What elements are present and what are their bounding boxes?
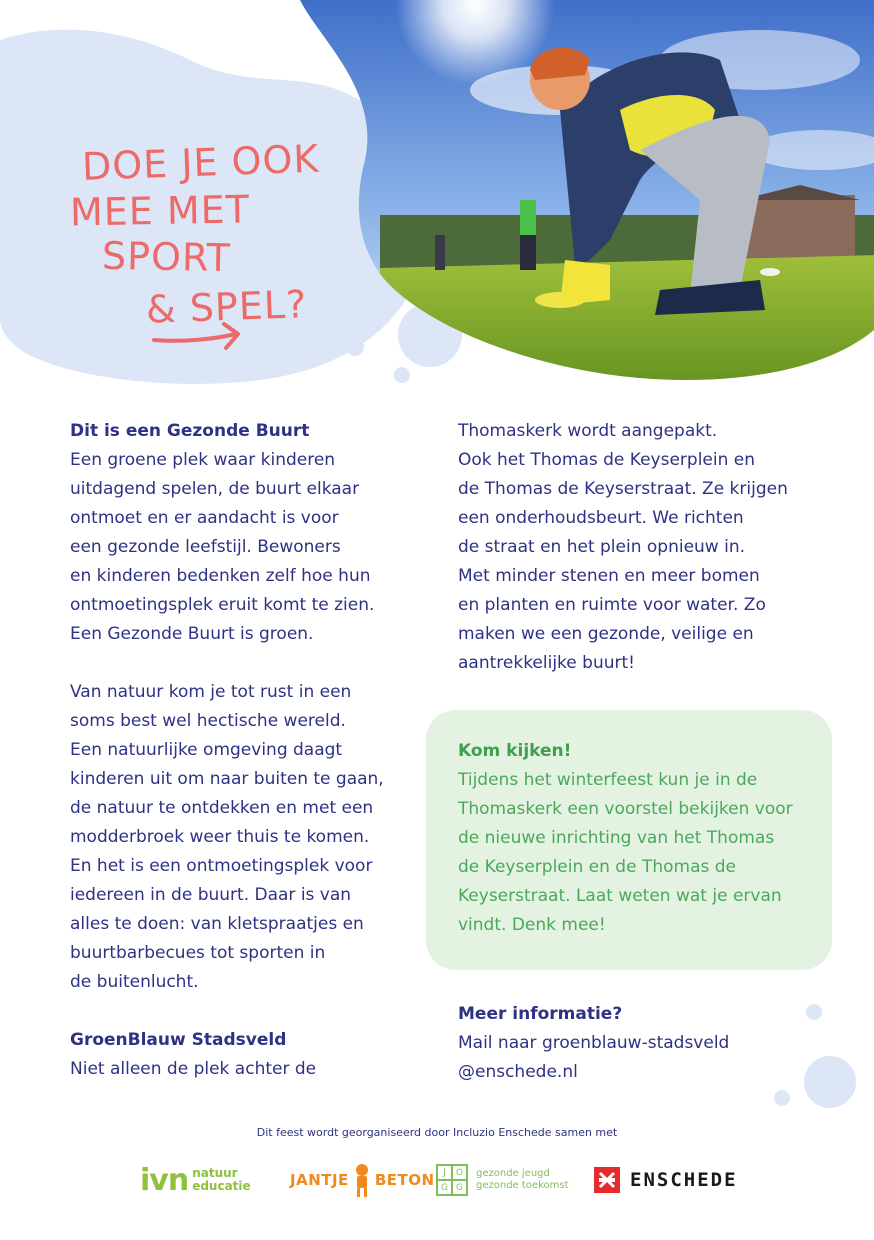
callout-line: vindt. Denk mee! <box>458 915 606 935</box>
ivn-subtitle <box>192 1167 250 1193</box>
text-line: Thomaskerk wordt aangepakt. <box>458 421 718 441</box>
jogg-mark <box>436 1164 468 1196</box>
more-info-heading: Meer informatie? <box>458 1004 623 1024</box>
callout-line: Tijdens het winterfeest kun je in de <box>458 770 758 790</box>
headline <box>70 138 360 330</box>
jogg-line-2: gezonde toekomst <box>476 1180 569 1191</box>
left-column <box>70 417 410 1084</box>
organizers-note: Dit feest wordt georganiseerd door Incluzio Enschede samen met <box>256 1126 618 1139</box>
text-line: En het is een ontmoetingsplek voor <box>70 856 373 876</box>
headline-line-4: & SPEL? <box>145 282 308 332</box>
jantje-text: JANTJE <box>290 1171 349 1189</box>
email-link-part-1[interactable]: Mail naar groenblauw-stadsveld <box>458 1033 730 1053</box>
bubble-small <box>394 367 410 383</box>
jogg-letter: G <box>437 1180 452 1195</box>
headline-line-2: MEE MET <box>69 187 251 235</box>
jogg-logo <box>436 1160 569 1200</box>
text-line: Van natuur kom je tot rust in een <box>70 682 352 702</box>
text-line: alles te doen: van kletspraatjes en <box>70 914 364 934</box>
headline-line-1: DOE JE OOK <box>81 136 321 189</box>
ivn-line-1: natuur <box>192 1166 238 1180</box>
text-line: soms best wel hectische wereld. <box>70 711 346 731</box>
text-line: ontmoetingsplek eruit komt te zien. <box>70 595 375 615</box>
text-line: Niet alleen de plek achter de <box>70 1059 317 1079</box>
text-line: modderbroek weer thuis te komen. <box>70 827 370 847</box>
heading-gezonde-buurt: Dit is een Gezonde Buurt <box>70 421 310 441</box>
callout-line: Keyserstraat. Laat weten wat je ervan <box>458 886 782 906</box>
callout-heading: Kom kijken! <box>458 741 572 761</box>
jogg-letter: J <box>437 1165 452 1180</box>
arrow-right-icon <box>150 318 250 358</box>
jogg-letter: G <box>452 1180 467 1195</box>
text-line: een onderhoudsbeurt. We richten <box>458 508 744 528</box>
email-link-part-2[interactable]: @enschede.nl <box>458 1062 578 1082</box>
text-line: en kinderen bedenken zelf hoe hun <box>70 566 371 586</box>
headline-line-3: SPORT <box>101 233 232 280</box>
callout-line: de Keyserplein en de Thomas de <box>458 857 736 877</box>
jantje-figure-icon <box>351 1162 373 1198</box>
text-line: Met minder stenen en meer bomen <box>458 566 760 586</box>
right-column <box>458 417 818 678</box>
jogg-subtitle <box>476 1168 569 1192</box>
ivn-mark: ivn <box>140 1162 189 1198</box>
enschede-x-icon <box>594 1167 620 1193</box>
enschede-wordmark: ENSCHEDE <box>630 1169 738 1191</box>
text-line: Een Gezonde Buurt is groen. <box>70 624 314 644</box>
ivn-line-2: educatie <box>192 1179 251 1193</box>
jogg-letter: O <box>452 1165 467 1180</box>
text-line: de natuur te ontdekken en met een <box>70 798 374 818</box>
callout-line: de nieuwe inrichting van het Thomas <box>458 828 775 848</box>
heading-groenblauw-stadsveld: GroenBlauw Stadsveld <box>70 1030 287 1050</box>
jogg-line-1: gezonde jeugd <box>476 1168 550 1179</box>
text-line: Een natuurlijke omgeving daagt <box>70 740 343 760</box>
enschede-logo <box>594 1160 738 1200</box>
text-line: en planten en ruimte voor water. Zo <box>458 595 766 615</box>
text-line: een gezonde leefstijl. Bewoners <box>70 537 341 557</box>
text-line: ontmoet en er aandacht is voor <box>70 508 339 528</box>
jantje-beton-logo <box>290 1160 435 1200</box>
ivn-logo <box>140 1160 251 1200</box>
callout-text <box>458 737 818 940</box>
kids-playing-photo <box>280 0 874 400</box>
text-line: aantrekkelijke buurt! <box>458 653 635 673</box>
text-line: iedereen in de buurt. Daar is van <box>70 885 352 905</box>
text-line: Een groene plek waar kinderen <box>70 450 336 470</box>
text-line: de straat en het plein opnieuw in. <box>458 537 746 557</box>
text-line: maken we een gezonde, veilige en <box>458 624 754 644</box>
text-line: kinderen uit om naar buiten te gaan, <box>70 769 384 789</box>
callout-line: Thomaskerk een voorstel bekijken voor <box>458 799 793 819</box>
text-line: de Thomas de Keyserstraat. Ze krijgen <box>458 479 788 499</box>
text-line: Ook het Thomas de Keyserplein en <box>458 450 756 470</box>
decorative-bubbles <box>770 1000 874 1110</box>
text-line: uitdagend spelen, de buurt elkaar <box>70 479 360 499</box>
bubble-medium <box>346 338 364 356</box>
jantje-beton-wordmark <box>290 1162 435 1198</box>
text-line: buurtbarbecues tot sporten in <box>70 943 326 963</box>
beton-text: BETON <box>374 1171 435 1189</box>
text-line: de buitenlucht. <box>70 972 199 992</box>
